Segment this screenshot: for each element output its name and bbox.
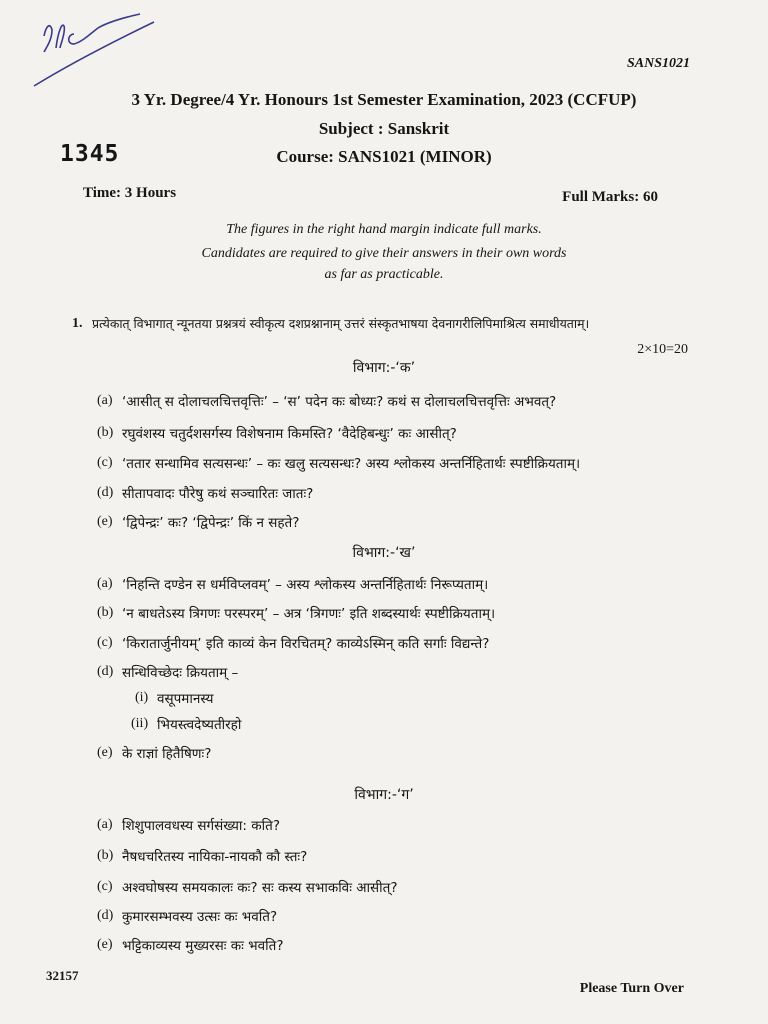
course-line: Course: SANS1021 (MINOR) xyxy=(276,147,492,166)
item-label: (c) xyxy=(97,455,113,470)
item-label: (d) xyxy=(97,485,114,500)
question-item: अश्वघोषस्य समयकालः कः? सः कस्य सभाकविः आसीत्? xyxy=(122,880,398,896)
stamp-number: 1345 xyxy=(60,141,120,167)
question-item: ‘ततार सन्धामिव सत्यसन्धः’ – कः खलु सत्यसन्धः? अस्य श्लोकस्य अन्तर्निहितार्थः स्पष्टीक्रियताम्। xyxy=(122,456,581,472)
question-item: के राज्ञां हितैषिणः? xyxy=(122,746,212,762)
time-label: Time: 3 Hours xyxy=(83,185,177,201)
question-item: ‘आसीत् स दोलाचलचित्तवृत्तिः’ – ‘स’ पदेन कः बोध्यः? कथं स दोलाचलचित्तवृत्तिः अभवत्? xyxy=(122,394,557,410)
question-item: ‘न बाधतेऽस्य त्रिगणः परस्परम्’ – अत्र ‘त्रिगणः’ इति शब्दस्यार्थः स्पष्टीक्रियताम्। xyxy=(122,606,496,622)
paper-code: SANS1021 xyxy=(626,56,690,71)
subject-line: Subject : Sanskrit xyxy=(318,119,450,138)
item-label: (a) xyxy=(97,817,113,832)
item-label: (c) xyxy=(97,879,113,894)
item-label: (e) xyxy=(97,937,113,952)
question-number: 1. xyxy=(72,316,83,331)
item-label: (d) xyxy=(97,908,114,923)
item-label: (a) xyxy=(97,576,113,591)
item-label: (b) xyxy=(97,605,114,620)
item-label: (i) xyxy=(135,690,149,705)
handwritten-signature xyxy=(30,8,160,88)
question-item: ‘द्विपेन्द्रः’ कः? ‘द्विपेन्द्रः’ किं न सहते? xyxy=(122,515,300,531)
instruction-line: as far as practicable. xyxy=(324,267,444,282)
question-item: सन्धिविच्छेदः क्रियताम् – xyxy=(122,665,239,681)
footer-code: 32157 xyxy=(46,968,79,983)
item-label: (e) xyxy=(97,745,113,760)
question-item: ‘किरातार्जुनीयम्’ इति काव्यं केन विरचितम्? काव्येऽस्मिन् कति सर्गाः विद्यन्ते? xyxy=(122,636,490,652)
question-item: ‘निहन्ति दण्डेन स धर्मविप्लवम्’ – अस्य श्लोकस्य अन्तर्निहितार्थः निरूप्यताम्। xyxy=(122,577,489,593)
exam-title: 3 Yr. Degree/4 Yr. Honours 1st Semester Examination, 2023 (CCFUP) xyxy=(131,90,637,109)
question-instruction: प्रत्येकात् विभागात् न्यूनतया प्रश्नत्रयं स्वीकृत्य दशप्रश्नानाम् उत्तरं संस्कृतभाषया देवनागरीलिपिमाश्रित्य समाधीयताम्। xyxy=(92,316,590,331)
section-heading: विभाग:-‘ख’ xyxy=(352,545,416,561)
instruction-line: Candidates are required to give their answers in their own words xyxy=(201,246,567,261)
item-label: (b) xyxy=(97,848,114,863)
instruction-line: The figures in the right hand margin indicate full marks. xyxy=(226,222,542,237)
question-item: नैषधचरितस्य नायिका-नायकौ कौ स्तः? xyxy=(122,849,308,865)
question-item: रघुवंशस्य चतुर्दशसर्गस्य विशेषनाम किमस्ति? ‘वैदेहिबन्धुः’ कः आसीत्? xyxy=(122,426,457,442)
question-item: भियस्त्वदेष्यतीरहो xyxy=(157,717,242,733)
section-heading: विभाग:-‘क’ xyxy=(352,360,416,376)
question-item: भट्टिकाव्यस्य मुख्यरसः कः भवति? xyxy=(122,938,284,954)
full-marks-label: Full Marks: 60 xyxy=(562,189,658,205)
item-label: (e) xyxy=(97,514,113,529)
item-label: (c) xyxy=(97,635,113,650)
turn-over-note: Please Turn Over xyxy=(579,981,684,996)
item-label: (a) xyxy=(97,393,113,408)
item-label: (ii) xyxy=(131,716,149,731)
question-item: कुमारसम्भवस्य उत्सः कः भवति? xyxy=(122,909,278,925)
question-item: सीतापवादः पौरेषु कथं सञ्चारितः जातः? xyxy=(122,486,314,502)
section-heading: विभाग:-‘ग’ xyxy=(354,787,414,803)
question-item: वसूपमानस्य xyxy=(157,691,214,707)
item-label: (d) xyxy=(97,664,114,679)
item-label: (b) xyxy=(97,425,114,440)
question-item: शिशुपालवधस्य सर्गसंख्या: कति? xyxy=(122,818,280,834)
question-marks: 2×10=20 xyxy=(637,342,688,357)
